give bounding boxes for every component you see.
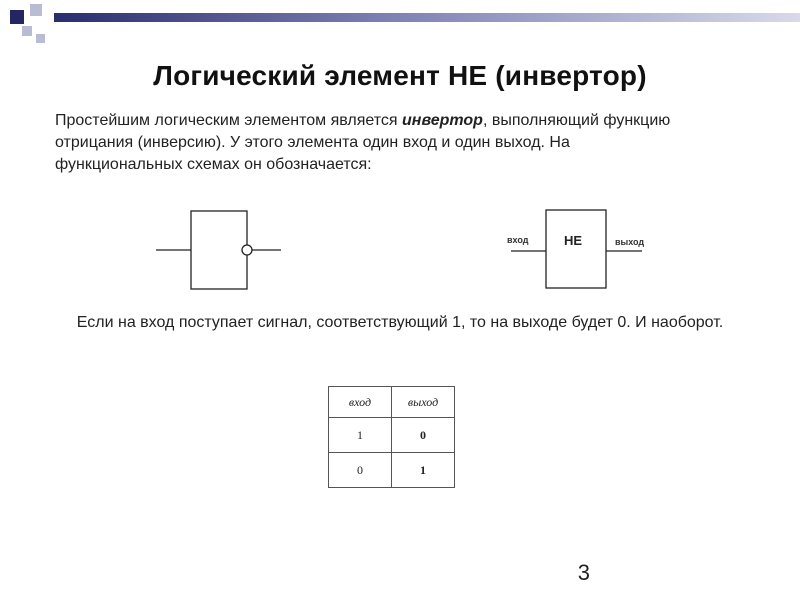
output-label: выход [615,237,645,247]
cell-output: 1 [392,453,455,488]
page-number: 3 [577,560,590,585]
table-row [329,418,455,453]
logic-explanation: Если на вход поступает сигнал, соответствующий 1, то на выходе будет 0. И наоборот. [76,314,724,331]
negation-bubble [242,245,252,255]
inverter-symbol-labelled [507,210,644,288]
header-output: выход [392,387,455,418]
header-input: вход [329,387,392,418]
gate-box [191,211,247,289]
intro-text-before: Простейшим логическим элементом является [55,112,402,129]
truth-table [328,386,455,488]
intro-emphasis: инвертор [402,112,483,129]
input-label: вход [507,235,529,245]
cell-output: 0 [392,418,455,453]
cell-input: 0 [329,453,392,488]
intro-text-after: , выполняющий функцию отрицания (инверсию). У этого элемента один вход и один выход. На функциональных схемах он обозначается: [55,112,671,173]
table-header-row [329,387,455,418]
slide-title: Логический элемент НЕ (инвертор) [153,60,647,91]
table-row [329,453,455,488]
gate-label: НЕ [564,233,583,248]
gate-box [546,210,606,288]
inverter-symbol-gost [156,211,281,289]
cell-input: 1 [329,418,392,453]
